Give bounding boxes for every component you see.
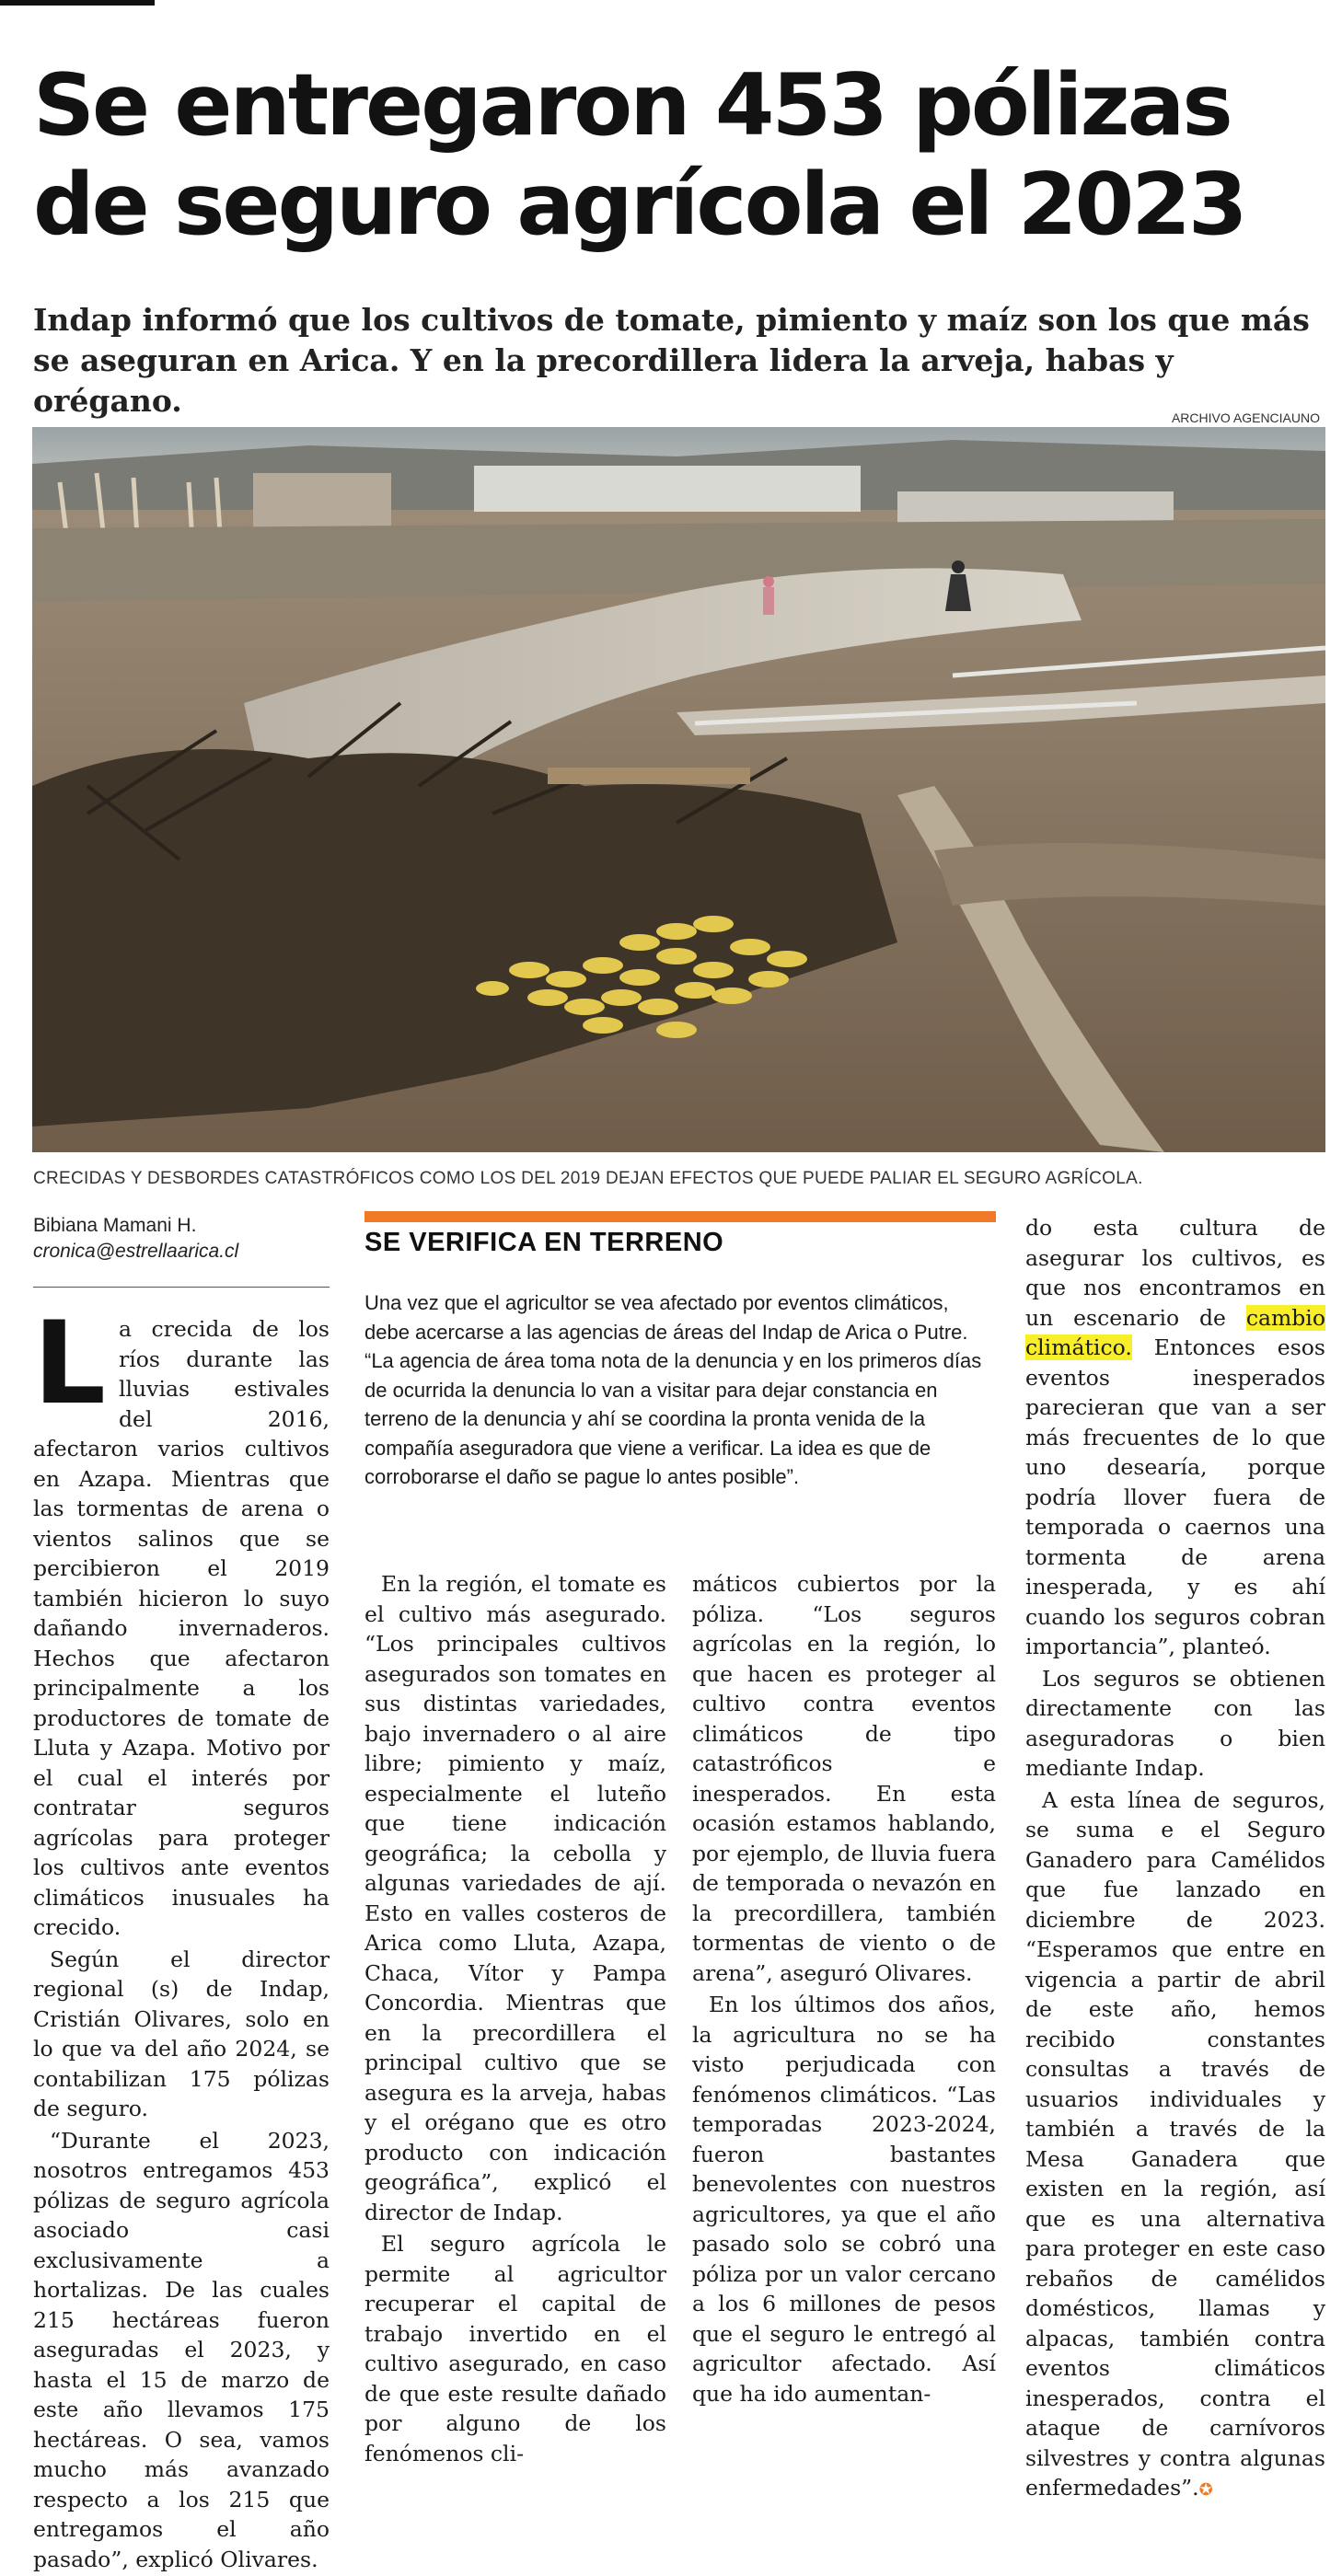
highlighted-phrase: cambio climático. (1025, 1304, 1325, 1360)
author-email: cronica@estrellaarica.cl (33, 1241, 239, 1262)
headline: Se entregaron 453 pólizas de seguro agrícola el 2023 (33, 55, 1245, 254)
body-column-1 (33, 1298, 330, 2576)
body-paragraph: Los seguros se obtienen directamente con las aseguradoras o bien mediante Indap. (1025, 1665, 1325, 1781)
byline (33, 1213, 328, 1265)
top-rule (0, 0, 155, 6)
body-paragraph: “Durante el 2023, nosotros entregamos 453 pólizas de seguro agrícola asociado casi exclusivamente a hortalizas. De las cuales 215 hectáreas fueron aseguradas el 2023, y hasta el 15 de marzo de este año llevamos 175 hectáreas. O sea, vamos mucho más avanzado respecto a los 215 que entregamos el año pasado”, explicó Olivares. (33, 2127, 330, 2572)
sidebar-box-text: Una vez que el agricultor se vea afectado por eventos climáticos, debe acercarse a las agencias de áreas del Indap de Arica o Putre. “La agencia de área toma nota de la denuncia y en los primeros días de ocurrida la denuncia lo van a visitar para dejar constancia en terreno de la denuncia y ahí se coordina la pronta venida de la compañía aseguradora que viene a verificar. La idea es que de corroborarse el daño se pague lo antes posible”. (364, 1291, 982, 1488)
flood-photo (32, 427, 1325, 1152)
byline-divider (33, 1287, 330, 1288)
sidebar-accent-bar (364, 1211, 996, 1222)
body-paragraph: En la región, el tomate es el cultivo más asegurado. “Los principales cultivos asegurados son tomates en sus distintas variedades, bajo invernadero o al aire libre; pimiento y maíz, especialmente el luteño que tiene indicación geográfica; la cebolla y algunas variedades de ají. Esto en valles costeros de Arica como Lluta, Azapa, Chaca, Vítor y Pampa Concordia. Mientras que en la precordillera el principal cultivo que se asegura es la arveja, habas y el orégano que es otro producto con indicación geográfica”, explicó el director de Indap. (364, 1571, 666, 2225)
body-paragraph: máticos cubiertos por la póliza. “Los seguros agrícolas en la región, lo que hacen es proteger al cultivo contra eventos climáticos de tipo catastróficos e inesperados. En esta ocasión estamos hablando, por ejemplo, de lluvia fuera de temporada o nevazón en la precordillera, también tormentas de viento o de arena”, aseguró Olivares. (692, 1571, 996, 1986)
photo-credit: ARCHIVO AGENCIAUNO (1171, 410, 1320, 425)
end-mark-icon: ✪ (1198, 2480, 1213, 2500)
continued-text: do esta cultura de asegurar los cultivos, es que nos encontramos en un escenario de (1025, 1215, 1325, 1331)
body-column-3 (692, 1569, 996, 2410)
body-paragraph-continued (1025, 1213, 1325, 1662)
body-paragraph: Según el director regional (s) de Indap, Cristián Olivares, solo en lo que va del año 2024, se contabilizan 175 pólizas de seguro. (33, 1946, 330, 2121)
body-paragraph: En los últimos dos años, la agricultura no se ha visto perjudicada con fenómenos climáticos. “Las temporadas 2023-2024, fueron bastantes benevolentes con nuestros agricultores, ya que el año pasado solo se cobró una póliza por un valor cercano a los 6 millones de pesos que el seguro le entregó al agricultor afectado. Así que ha ido aumentan- (692, 1992, 996, 2407)
body-paragraph: El seguro agrícola le permite al agricultor recuperar el capital de trabajo invertido en el cultivo asegurado, en caso de que este resulte dañado por alguno de los fenómenos cli- (364, 2231, 666, 2466)
flood-photo-illustration (32, 427, 1325, 1152)
photo-caption: CRECIDAS Y DESBORDES CATASTRÓFICOS COMO LOS DEL 2019 DEJAN EFECTOS QUE PUEDE PALIAR EL SEGURO AGRÍCOLA. (33, 1169, 1143, 1188)
drop-cap: L (33, 1298, 107, 1430)
body-paragraph (1025, 1785, 1325, 2506)
deck-subtitle: Indap informó que los cultivos de tomate, pimiento y maíz son los que más se aseguran en Arica. Y en la precordillera lidera la arveja, habas y orégano. (33, 302, 1310, 419)
body-column-2 (364, 1569, 666, 2470)
author-name: Bibiana Mamani H. (33, 1215, 197, 1236)
sidebar-box-title: SE VERIFICA EN TERRENO (364, 1228, 724, 1257)
closing-text: A esta línea de seguros, se suma e el Seguro Ganadero para Camélidos que fue lanzado en diciembre de 2023. “Esperamos que entre en vigencia a partir de abril de este año, hemos recibido constantes consultas a través de usuarios individuales y también a través de la Mesa Ganadera que existen en la región, así que es una alternativa para proteger en este caso rebaños de camélidos domésticos, llamas y alpacas, también contra eventos climáticos inesperados, contra el ataque de carnívoros silvestres y contra algunas enfermedades”. (1025, 1786, 1325, 2501)
continued-text-end: Entonces esos eventos inesperados parecieran que van a ser más frecuentes de lo que uno desearía, porque podría llover fuera de temporada o caernos una tormenta de arena inesperada, y es ahí cuando los seguros cobran importancia”, planteó. (1025, 1334, 1325, 1659)
body-paragraph: a crecida de los ríos durante las lluvias estivales del 2016, afectaron varios cultivos en Azapa. Mientras que las tormentas de arena o vientos salinos que se percibieron el 2019 también hicieron lo suyo dañando invernaderos. Hechos que afectaron principalmente a los productores de tomate de Lluta y Azapa. Motivo por el cual el interés por contratar seguros agrícolas para proteger los cultivos ante eventos climáticos inusuales ha crecido. (33, 1316, 330, 1940)
body-column-4 (1025, 1213, 1325, 2508)
